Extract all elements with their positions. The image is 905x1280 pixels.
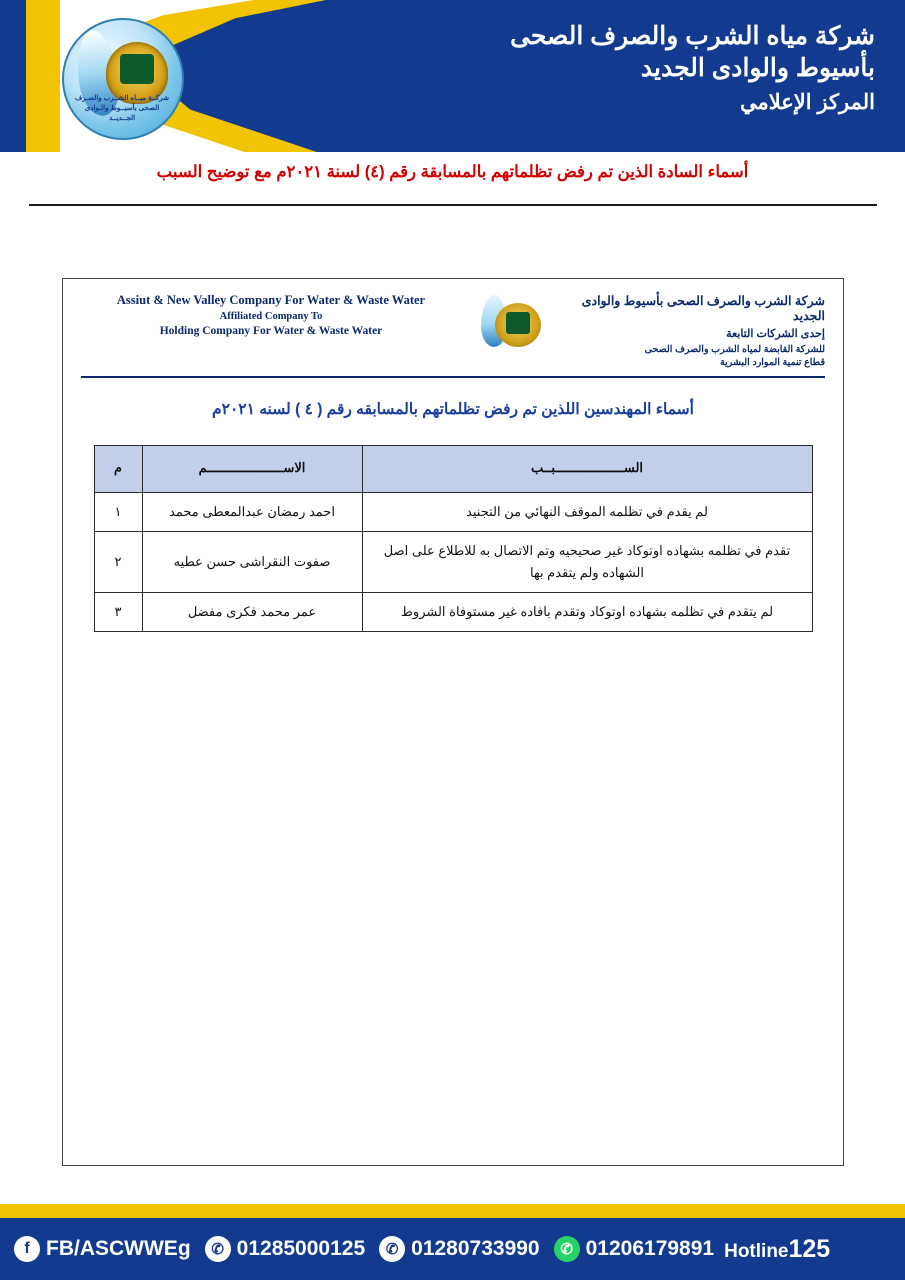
letterhead-english bbox=[81, 293, 461, 337]
facebook-icon[interactable]: f bbox=[14, 1236, 40, 1262]
header-subtitle: المركز الإعلامي bbox=[739, 91, 875, 114]
letterhead-en-line2: Affiliated Company To bbox=[219, 311, 323, 322]
title-divider bbox=[29, 204, 877, 206]
grievances-table bbox=[94, 445, 813, 632]
table-row bbox=[94, 492, 812, 531]
facebook-handle: FB/ASCWWEg bbox=[46, 1237, 191, 1260]
phone-number-2: 01280733990 bbox=[411, 1237, 540, 1260]
phone-icon[interactable]: ✆ bbox=[205, 1236, 231, 1262]
whatsapp-number: 01206179891 bbox=[585, 1237, 715, 1260]
whatsapp-icon[interactable]: ✆ bbox=[554, 1236, 580, 1262]
cell-number: ٣ bbox=[94, 592, 142, 631]
letterhead-ar-line3: للشركة القابضة لمياه الشرب والصرف الصحى bbox=[644, 344, 825, 355]
letterhead-logo bbox=[465, 293, 557, 355]
document-title: أسماء المهندسين اللذين تم رفض تظلماتهم بالمسابقه رقم ( ٤ ) لسنه ٢٠٢١م bbox=[212, 400, 694, 418]
phone-contact-1[interactable] bbox=[205, 1236, 365, 1262]
cell-name: عمر محمد فكرى مفضل bbox=[142, 592, 362, 631]
letterhead-ar-line1: شركة الشرب والصرف الصحى بأسيوط والوادى الجديد bbox=[581, 294, 825, 323]
letterhead-divider bbox=[81, 376, 825, 378]
cell-reason: لم يتقدم في تظلمه بشهاده اوتوكاد وتقدم بافاده غير مستوفاة الشروط bbox=[362, 592, 812, 631]
column-header-reason: الســــــــــــــــــبــب bbox=[362, 445, 812, 492]
table-row bbox=[94, 592, 812, 631]
page-footer bbox=[0, 1218, 905, 1280]
phone-contact-2[interactable] bbox=[379, 1236, 539, 1262]
whatsapp-contact[interactable] bbox=[554, 1236, 714, 1262]
header-titles bbox=[510, 20, 875, 117]
phone-number-1: 01285000125 bbox=[236, 1237, 366, 1260]
header-title-line2: بأسيوط والوادى الجديد bbox=[640, 54, 875, 82]
cell-reason: تقدم في تظلمه بشهاده اوتوكاد غير صحيحيه وتم الاتصال به للاطلاع على اصل الشهاده ولم يتقدم بها bbox=[362, 531, 812, 592]
letterhead-ar-line2: إحدى الشركات التابعة bbox=[726, 328, 825, 340]
cell-name: صفوت النقراشى حسن عطيه bbox=[142, 531, 362, 592]
header-title-line1: شركة مياه الشرب والصرف الصحى bbox=[510, 22, 875, 50]
eagle-crest-icon bbox=[495, 303, 541, 347]
facebook-contact[interactable] bbox=[14, 1236, 191, 1262]
hotline-number: 125 bbox=[788, 1234, 831, 1263]
header-left-blue-bar bbox=[0, 0, 26, 152]
cell-number: ٢ bbox=[94, 531, 142, 592]
letterhead-arabic bbox=[561, 293, 825, 368]
footer-yellow-bar bbox=[0, 1204, 905, 1218]
letterhead-ar-line4: قطاع تنمية الموارد البشرية bbox=[719, 357, 825, 368]
cell-reason: لم يقدم في تظلمه الموقف النهائي من التجنيد bbox=[362, 492, 812, 531]
page-header bbox=[0, 0, 905, 152]
table-row bbox=[94, 531, 812, 592]
cell-number: ١ bbox=[94, 492, 142, 531]
letterhead-en-line3: Holding Company For Water & Waste Water bbox=[159, 325, 383, 337]
company-logo bbox=[62, 18, 184, 140]
cell-name: احمد رمضان عبدالمعطى محمد bbox=[142, 492, 362, 531]
hotline-label: Hotline bbox=[724, 1240, 789, 1262]
column-header-name: الاســــــــــــــــــــم bbox=[142, 445, 362, 492]
document-letterhead bbox=[63, 279, 843, 368]
hotline bbox=[724, 1235, 830, 1264]
scanned-document bbox=[62, 278, 844, 1166]
letterhead-en-line1: Assiut & New Valley Company For Water & Waste Water bbox=[116, 293, 426, 307]
logo-caption: شركــة ميــاه الشــرب والصـرف الصحى بأسيــوط والـوادى الجــديــد bbox=[74, 95, 170, 123]
table-header-row bbox=[94, 445, 812, 492]
column-header-number: م bbox=[94, 445, 142, 492]
page-title: أسماء السادة الذين تم رفض تظلماتهم بالمسابقة رقم (٤) لسنة ٢٠٢١م مع توضيح السبب bbox=[156, 163, 749, 181]
phone-icon[interactable]: ✆ bbox=[379, 1236, 405, 1262]
